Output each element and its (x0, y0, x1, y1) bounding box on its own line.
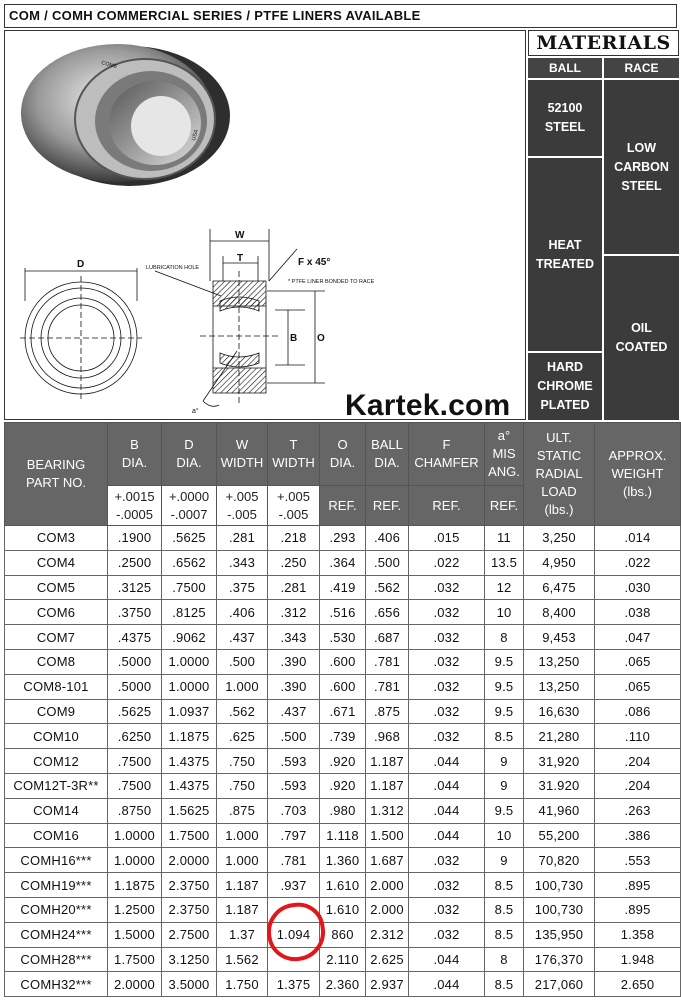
cell-t-width: .390 (268, 649, 320, 674)
cell-ball-dia: 2.000 (366, 897, 409, 922)
cell-o-dia: .516 (320, 600, 366, 625)
table-row (5, 873, 681, 898)
cell-part-no: COM8 (5, 649, 108, 674)
tolerance-d: +.0000 -.0007 (162, 486, 217, 526)
table-row (5, 724, 681, 749)
cell-ball-dia: 1.187 (366, 749, 409, 774)
cell-part-no: COM12T-3R** (5, 773, 108, 798)
tolerance-o: REF. (320, 486, 366, 526)
cell-t-width: .390 (268, 674, 320, 699)
cell-o-dia: 860 (320, 922, 366, 947)
cell-weight: .038 (595, 600, 681, 625)
cell-weight: 1.358 (595, 922, 681, 947)
label-w: W (235, 230, 245, 241)
specification-table-body (5, 526, 681, 997)
cell-w-width: .375 (217, 575, 268, 600)
cell-mis-ang: 8 (485, 625, 524, 650)
cell-part-no: COMH16*** (5, 848, 108, 873)
cell-b-dia: 1.5000 (108, 922, 162, 947)
cell-part-no: COMH28*** (5, 947, 108, 972)
cell-ball-dia: 1.312 (366, 798, 409, 823)
cell-w-width: .343 (217, 550, 268, 575)
cell-weight: .030 (595, 575, 681, 600)
cell-b-dia: .3750 (108, 600, 162, 625)
cell-o-dia: 1.360 (320, 848, 366, 873)
cell-radial-load: 70,820 (524, 848, 595, 873)
header-w-width: W WIDTH (217, 423, 268, 486)
table-row (5, 575, 681, 600)
bearing-mark-com: COM6 (100, 60, 118, 71)
cell-mis-ang: 8 (485, 947, 524, 972)
tolerance-f: REF. (409, 486, 485, 526)
cell-mis-ang: 9.5 (485, 699, 524, 724)
cell-ball-dia: 2.937 (366, 972, 409, 997)
cell-radial-load: 100,730 (524, 897, 595, 922)
cell-b-dia: 1.7500 (108, 947, 162, 972)
cell-weight: .263 (595, 798, 681, 823)
cell-d-dia: 1.7500 (162, 823, 217, 848)
cell-ball-dia: 1.687 (366, 848, 409, 873)
cell-f-chamfer: .022 (409, 550, 485, 575)
cell-ball-dia: 1.187 (366, 773, 409, 798)
cell-b-dia: .6250 (108, 724, 162, 749)
page-title: COM / COMH COMMERCIAL SERIES / PTFE LINERS AVAILABLE (4, 4, 677, 28)
cell-f-chamfer: .032 (409, 922, 485, 947)
cell-part-no: COMH24*** (5, 922, 108, 947)
cell-b-dia: .5000 (108, 649, 162, 674)
cell-o-dia: .980 (320, 798, 366, 823)
cell-w-width: 1.562 (217, 947, 268, 972)
cell-w-width: 1.000 (217, 823, 268, 848)
cell-o-dia: .293 (320, 526, 366, 551)
cell-w-width: 1.187 (217, 873, 268, 898)
header-d-dia: D DIA. (162, 423, 217, 486)
label-a: a° (192, 408, 199, 415)
cell-d-dia: 1.0000 (162, 674, 217, 699)
cell-mis-ang: 9 (485, 773, 524, 798)
cell-radial-load: 4,950 (524, 550, 595, 575)
cell-ball-dia: .500 (366, 550, 409, 575)
cell-ball-dia: .781 (366, 649, 409, 674)
cell-d-dia: 1.5625 (162, 798, 217, 823)
header-b-dia: B DIA. (108, 423, 162, 486)
cell-b-dia: .8750 (108, 798, 162, 823)
bearing-drawing (5, 31, 526, 420)
cell-o-dia: .920 (320, 773, 366, 798)
cell-part-no: COM8-101 (5, 674, 108, 699)
cell-d-dia: .7500 (162, 575, 217, 600)
cell-w-width: .437 (217, 625, 268, 650)
label-lubrication-hole: LUBRICATION HOLE (146, 265, 200, 271)
label-f-chamfer: F x 45° (298, 257, 331, 268)
cell-w-width: 1.000 (217, 674, 268, 699)
cell-f-chamfer: .032 (409, 649, 485, 674)
race-material: LOW CARBON STEEL (604, 80, 679, 254)
cell-o-dia: 2.360 (320, 972, 366, 997)
cell-d-dia: 2.0000 (162, 848, 217, 873)
ball-header: BALL (528, 58, 602, 78)
cell-o-dia: .739 (320, 724, 366, 749)
cell-ball-dia: .781 (366, 674, 409, 699)
cell-mis-ang: 9 (485, 848, 524, 873)
table-row (5, 600, 681, 625)
cell-f-chamfer: .044 (409, 947, 485, 972)
cell-radial-load: 31.920 (524, 773, 595, 798)
cell-w-width: .500 (217, 649, 268, 674)
cell-t-width: .343 (268, 625, 320, 650)
cell-b-dia: .5000 (108, 674, 162, 699)
cell-mis-ang: 9.5 (485, 798, 524, 823)
cell-mis-ang: 8.5 (485, 922, 524, 947)
cell-mis-ang: 13.5 (485, 550, 524, 575)
cell-f-chamfer: .044 (409, 798, 485, 823)
cell-radial-load: 6,475 (524, 575, 595, 600)
cell-d-dia: 1.0000 (162, 649, 217, 674)
cell-part-no: COM3 (5, 526, 108, 551)
header-mis-ang: a° MIS ANG. (485, 423, 524, 486)
header-f-chamfer: F CHAMFER (409, 423, 485, 486)
cell-o-dia: .364 (320, 550, 366, 575)
cell-radial-load: 176,370 (524, 947, 595, 972)
cell-ball-dia: .875 (366, 699, 409, 724)
cell-radial-load: 135,950 (524, 922, 595, 947)
cell-d-dia: 1.1875 (162, 724, 217, 749)
cell-mis-ang: 12 (485, 575, 524, 600)
cell-f-chamfer: .032 (409, 897, 485, 922)
cell-w-width: .750 (217, 773, 268, 798)
label-o: O (317, 333, 325, 344)
cell-w-width: 1.000 (217, 848, 268, 873)
cell-weight: .204 (595, 773, 681, 798)
cell-b-dia: .2500 (108, 550, 162, 575)
cell-t-width: .593 (268, 749, 320, 774)
cell-o-dia: .920 (320, 749, 366, 774)
cell-o-dia: .671 (320, 699, 366, 724)
cell-o-dia: 1.118 (320, 823, 366, 848)
cell-w-width: .406 (217, 600, 268, 625)
cell-d-dia: .5625 (162, 526, 217, 551)
cell-part-no: COM5 (5, 575, 108, 600)
cell-ball-dia: 2.312 (366, 922, 409, 947)
cell-b-dia: .7500 (108, 773, 162, 798)
cell-t-width: .703 (268, 798, 320, 823)
cell-f-chamfer: .032 (409, 724, 485, 749)
tolerance-ball: REF. (366, 486, 409, 526)
cell-part-no: COMH32*** (5, 972, 108, 997)
cell-d-dia: .9062 (162, 625, 217, 650)
cell-w-width: .750 (217, 749, 268, 774)
cell-d-dia: 2.3750 (162, 897, 217, 922)
header-load: ULT. STATIC RADIAL LOAD (lbs.) (524, 423, 595, 526)
cell-w-width: 1.187 (217, 897, 268, 922)
specification-table (4, 422, 681, 997)
cell-weight: .553 (595, 848, 681, 873)
cell-radial-load: 100,730 (524, 873, 595, 898)
cell-ball-dia: .968 (366, 724, 409, 749)
cell-weight: .047 (595, 625, 681, 650)
cell-f-chamfer: .032 (409, 600, 485, 625)
header-part-no: BEARING PART NO. (5, 423, 108, 526)
cell-weight: .065 (595, 674, 681, 699)
race-coating: OIL COATED (604, 256, 679, 420)
cell-t-width: .437 (268, 699, 320, 724)
cell-part-no: COM14 (5, 798, 108, 823)
cell-part-no: COM4 (5, 550, 108, 575)
cell-mis-ang: 8.5 (485, 972, 524, 997)
cell-ball-dia: .562 (366, 575, 409, 600)
cell-part-no: COMH20*** (5, 897, 108, 922)
cell-d-dia: .8125 (162, 600, 217, 625)
cell-radial-load: 41,960 (524, 798, 595, 823)
tolerance-t: +.005 -.005 (268, 486, 320, 526)
cell-f-chamfer: .044 (409, 972, 485, 997)
cell-f-chamfer: .044 (409, 823, 485, 848)
cell-t-width: .500 (268, 724, 320, 749)
brand-watermark: Kartek.com (345, 389, 511, 420)
cell-t-width: .250 (268, 550, 320, 575)
cell-d-dia: 2.7500 (162, 922, 217, 947)
cell-mis-ang: 8.5 (485, 873, 524, 898)
cell-f-chamfer: .032 (409, 674, 485, 699)
cell-weight: .065 (595, 649, 681, 674)
cell-radial-load: 217,060 (524, 972, 595, 997)
table-row (5, 823, 681, 848)
cell-b-dia: 1.2500 (108, 897, 162, 922)
cell-radial-load: 8,400 (524, 600, 595, 625)
table-row (5, 526, 681, 551)
cell-f-chamfer: .032 (409, 848, 485, 873)
table-row (5, 649, 681, 674)
cell-part-no: COM12 (5, 749, 108, 774)
cell-weight: 1.948 (595, 947, 681, 972)
cell-radial-load: 13,250 (524, 649, 595, 674)
cell-t-width: .281 (268, 575, 320, 600)
cell-part-no: COM9 (5, 699, 108, 724)
table-row (5, 972, 681, 997)
cell-w-width: .875 (217, 798, 268, 823)
bearing-mark-usa: USA (191, 129, 200, 142)
cell-b-dia: 1.1875 (108, 873, 162, 898)
cell-o-dia: .530 (320, 625, 366, 650)
spec-sheet (4, 4, 677, 998)
cell-weight: .086 (595, 699, 681, 724)
cell-f-chamfer: .032 (409, 699, 485, 724)
header-ball-dia: BALL DIA. (366, 423, 409, 486)
cell-radial-load: 9,453 (524, 625, 595, 650)
cell-weight: 2.650 (595, 972, 681, 997)
cell-o-dia: .600 (320, 649, 366, 674)
cell-mis-ang: 9.5 (485, 649, 524, 674)
race-header: RACE (604, 58, 679, 78)
cell-mis-ang: 10 (485, 823, 524, 848)
cell-b-dia: 1.0000 (108, 823, 162, 848)
cell-mis-ang: 9.5 (485, 674, 524, 699)
table-row (5, 947, 681, 972)
cell-f-chamfer: .044 (409, 773, 485, 798)
cell-t-width: .593 (268, 773, 320, 798)
cell-radial-load: 3,250 (524, 526, 595, 551)
ball-material-52100: 52100 STEEL (528, 80, 602, 156)
cell-part-no: COM16 (5, 823, 108, 848)
cell-w-width: .281 (217, 526, 268, 551)
cell-t-width: .797 (268, 823, 320, 848)
label-b: B (290, 333, 298, 344)
cell-radial-load: 13,250 (524, 674, 595, 699)
cell-d-dia: .6562 (162, 550, 217, 575)
cell-t-width: .781 (268, 848, 320, 873)
tolerance-mis: REF. (485, 486, 524, 526)
cell-weight: .204 (595, 749, 681, 774)
cell-d-dia: 1.4375 (162, 749, 217, 774)
cell-ball-dia: 1.500 (366, 823, 409, 848)
cell-b-dia: .5625 (108, 699, 162, 724)
cell-b-dia: .1900 (108, 526, 162, 551)
cell-ball-dia: .656 (366, 600, 409, 625)
cell-mis-ang: 9 (485, 749, 524, 774)
tolerance-w: +.005 -.005 (217, 486, 268, 526)
table-row (5, 848, 681, 873)
cell-d-dia: 3.5000 (162, 972, 217, 997)
cell-part-no: COM7 (5, 625, 108, 650)
cell-o-dia: .419 (320, 575, 366, 600)
cell-f-chamfer: .015 (409, 526, 485, 551)
cell-weight: .895 (595, 897, 681, 922)
cell-o-dia: 2.110 (320, 947, 366, 972)
cell-o-dia: 1.610 (320, 873, 366, 898)
cell-radial-load: 55,200 (524, 823, 595, 848)
front-view-drawing (20, 268, 142, 399)
cell-part-no: COMH19*** (5, 873, 108, 898)
cell-f-chamfer: .032 (409, 575, 485, 600)
label-d: D (77, 259, 85, 270)
cell-w-width: .625 (217, 724, 268, 749)
cell-radial-load: 21,280 (524, 724, 595, 749)
cell-b-dia: 2.0000 (108, 972, 162, 997)
table-row (5, 699, 681, 724)
cell-f-chamfer: .032 (409, 873, 485, 898)
cell-mis-ang: 8.5 (485, 724, 524, 749)
ball-treatment-heat: HEAT TREATED (528, 158, 602, 351)
cell-ball-dia: .406 (366, 526, 409, 551)
cell-d-dia: 3.1250 (162, 947, 217, 972)
cell-t-width: .218 (268, 526, 320, 551)
cell-t-width: 1.094 (268, 922, 320, 947)
cell-f-chamfer: .044 (409, 749, 485, 774)
cell-weight: .014 (595, 526, 681, 551)
cell-b-dia: .7500 (108, 749, 162, 774)
cell-w-width: .562 (217, 699, 268, 724)
cell-weight: .895 (595, 873, 681, 898)
bearing-illustration-panel (4, 30, 526, 420)
cell-mis-ang: 8.5 (485, 897, 524, 922)
label-t: T (237, 253, 244, 264)
materials-title: MATERIALS (528, 30, 679, 56)
cell-mis-ang: 11 (485, 526, 524, 551)
cell-t-width: .312 (268, 600, 320, 625)
cell-d-dia: 1.0937 (162, 699, 217, 724)
cell-w-width: 1.37 (217, 922, 268, 947)
table-row (5, 922, 681, 947)
cell-weight: .110 (595, 724, 681, 749)
cell-b-dia: 1.0000 (108, 848, 162, 873)
cell-ball-dia: .687 (366, 625, 409, 650)
cell-part-no: COM10 (5, 724, 108, 749)
cell-part-no: COM6 (5, 600, 108, 625)
cell-radial-load: 31,920 (524, 749, 595, 774)
header-t-width: T WIDTH (268, 423, 320, 486)
cell-d-dia: 1.4375 (162, 773, 217, 798)
cell-o-dia: 1.610 (320, 897, 366, 922)
cell-f-chamfer: .032 (409, 625, 485, 650)
materials-panel (528, 30, 679, 420)
cell-weight: .386 (595, 823, 681, 848)
ball-plating-chrome: HARD CHROME PLATED (528, 353, 602, 420)
header-o-dia: O DIA. (320, 423, 366, 486)
cell-t-width: 1.375 (268, 972, 320, 997)
table-row (5, 749, 681, 774)
cell-d-dia: 2.3750 (162, 873, 217, 898)
cell-w-width: 1.750 (217, 972, 268, 997)
cell-ball-dia: 2.625 (366, 947, 409, 972)
table-row (5, 674, 681, 699)
cell-o-dia: .600 (320, 674, 366, 699)
table-row (5, 625, 681, 650)
bearing-photo (21, 44, 230, 186)
header-weight: APPROX. WEIGHT (lbs.) (595, 423, 681, 526)
table-row (5, 897, 681, 922)
table-row (5, 798, 681, 823)
cell-b-dia: .3125 (108, 575, 162, 600)
table-row (5, 773, 681, 798)
cell-mis-ang: 10 (485, 600, 524, 625)
cell-ball-dia: 2.000 (366, 873, 409, 898)
table-row (5, 550, 681, 575)
cell-radial-load: 16,630 (524, 699, 595, 724)
label-ptfe-note: * PTFE LINER BONDED TO RACE (288, 279, 375, 285)
cell-t-width: .937 (268, 873, 320, 898)
tolerance-b: +.0015 -.0005 (108, 486, 162, 526)
cell-weight: .022 (595, 550, 681, 575)
cell-b-dia: .4375 (108, 625, 162, 650)
